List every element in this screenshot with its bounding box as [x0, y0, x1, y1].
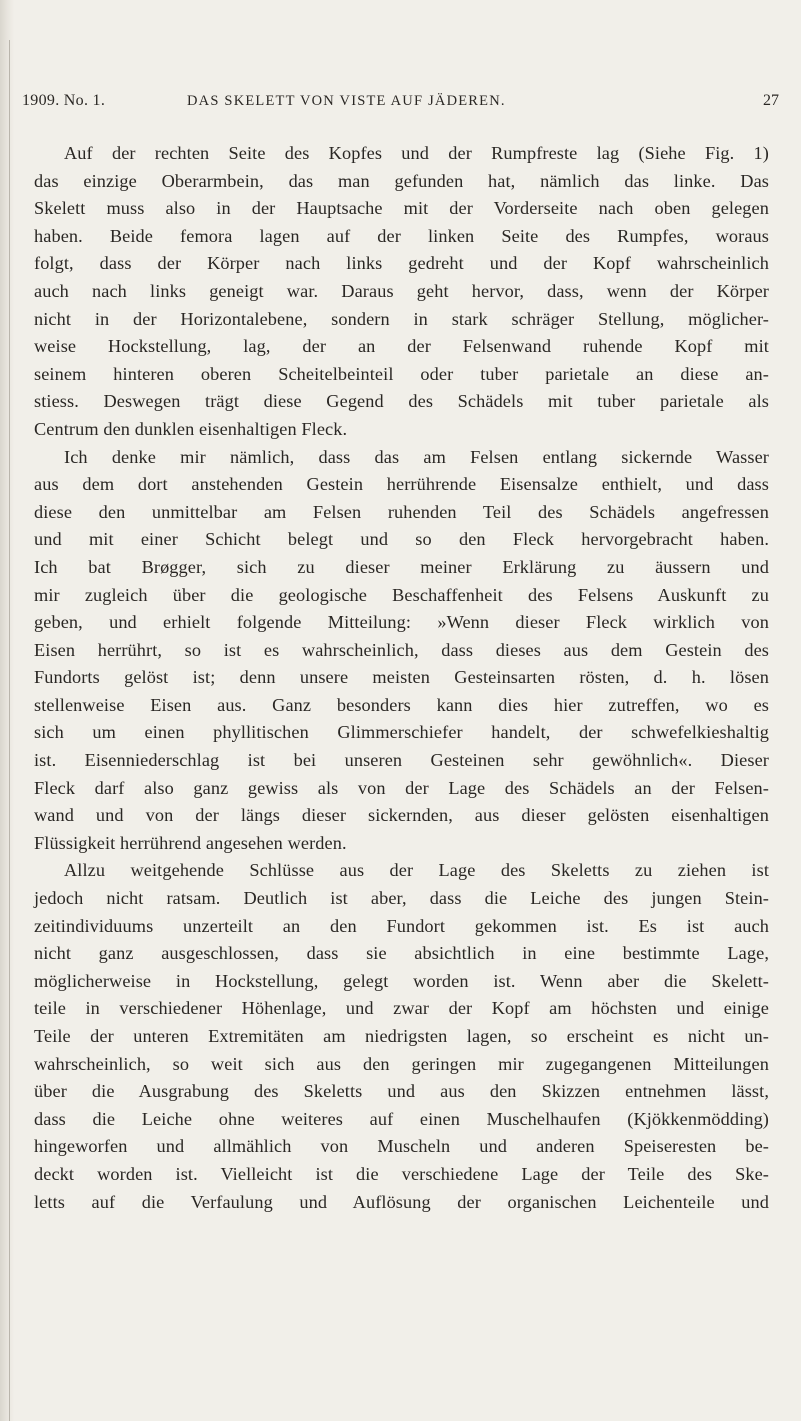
text-line: nicht in der Horizontalebene, sondern in stark schräger Stellung, möglicher-	[34, 308, 769, 329]
text-line: diese den unmittelbar am Felsen ruhenden Teil des Schädels angefressen	[34, 501, 769, 522]
text-line: teile in verschiedener Höhenlage, und zwar der Kopf am höchsten und einige	[34, 998, 769, 1019]
text-line: letts auf die Verfaulung und Auflösung der organischen Leichenteile und	[34, 1191, 769, 1212]
text-line: folgt, dass der Körper nach links gedreht und der Kopf wahrscheinlich	[34, 253, 769, 274]
text-line: wahrscheinlich, so weit sich aus den geringen mir zugegangenen Mitteilungen	[34, 1053, 769, 1074]
text-line: mir zugleich über die geologische Beschaffenheit des Felsens Auskunft zu	[34, 584, 769, 605]
running-header	[22, 86, 779, 116]
text-line: stiess. Deswegen trägt diese Gegend des Schädels mit tuber parietale als	[34, 391, 769, 412]
page-gutter-line	[9, 40, 10, 1421]
page-number: 27	[763, 92, 779, 109]
header-year-number: 1909. No. 1.	[22, 92, 106, 109]
text-line: aus dem dort anstehenden Gestein herrührende Eisensalze enthielt, und dass	[34, 474, 769, 495]
text-line: haben. Beide femora lagen auf der linken Seite des Rumpfes, woraus	[34, 225, 769, 246]
text-line: Auf der rechten Seite des Kopfes und der Rumpfreste lag (Siehe Fig. 1)	[64, 143, 769, 163]
text-line: auch nach links geneigt war. Daraus geht hervor, dass, wenn der Körper	[34, 280, 769, 301]
text-line: geben, und erhielt folgende Mitteilung: »Wenn dieser Fleck wirklich von	[34, 612, 769, 633]
text-line: Fleck darf also ganz gewiss als von der Lage des Schädels an der Felsen-	[34, 777, 769, 798]
text-line: seinem hinteren oberen Scheitelbeinteil oder tuber parietale an diese an-	[34, 363, 769, 384]
body-text	[34, 140, 769, 1216]
text-line: zeitindividuums unzerteilt an den Fundort gekommen ist. Es ist auch	[34, 915, 769, 936]
text-line: Teile der unteren Extremitäten am niedrigsten lagen, so erscheint es nicht un-	[34, 1026, 769, 1046]
text-line: Flüssigkeit herrührend angesehen werden.	[34, 832, 347, 853]
text-line: Allzu weitgehende Schlüsse aus der Lage des Skeletts zu ziehen ist	[64, 860, 769, 881]
text-line: Skelett muss also in der Hauptsache mit der Vorderseite nach oben gelegen	[34, 198, 769, 219]
text-line: nicht ganz ausgeschlossen, dass sie absichtlich in eine bestimmte Lage,	[34, 943, 769, 964]
text-line: jedoch nicht ratsam. Deutlich ist aber, dass die Leiche des jungen Stein-	[34, 888, 769, 909]
text-line: Eisen herrührt, so ist es wahrscheinlich, dass dieses aus dem Gestein des	[34, 639, 769, 660]
text-line: sich um einen phyllitischen Glimmerschiefer handelt, der schwefelkieshaltig	[34, 722, 769, 743]
text-line: weise Hockstellung, lag, der an der Felsenwand ruhende Kopf mit	[34, 336, 769, 357]
text-line: dass die Leiche ohne weiteres auf einen Muschelhaufen (Kjökkenmödding)	[34, 1108, 769, 1129]
text-line: deckt worden ist. Vielleicht ist die verschiedene Lage der Teile des Ske-	[34, 1163, 769, 1184]
text-line: möglicherweise in Hockstellung, gelegt worden ist. Wenn aber die Skelett-	[34, 970, 769, 991]
text-line: ist. Eisenniederschlag ist bei unseren Gesteinen sehr gewöhnlich«. Dieser	[34, 750, 769, 771]
page-gutter-shadow	[0, 0, 14, 1421]
text-line: Ich bat Brøgger, sich zu dieser meiner Erklärung zu äussern und	[34, 556, 769, 577]
text-line: das einzige Oberarmbein, das man gefunden hat, nämlich das linke. Das	[34, 170, 769, 191]
text-line: und mit einer Schicht belegt und so den Fleck hervorgebracht haben.	[34, 529, 769, 550]
text-line: Fundorts gelöst ist; denn unsere meisten Gesteinsarten rösten, d. h. lösen	[34, 667, 769, 688]
text-line: stellenweise Eisen aus. Ganz besonders kann dies hier zutreffen, wo es	[34, 694, 769, 715]
text-line: Centrum den dunklen eisenhaltigen Fleck.	[34, 418, 348, 439]
text-line: hingeworfen und allmählich von Muscheln und anderen Speiseresten be-	[34, 1136, 769, 1157]
text-line: über die Ausgrabung des Skeletts und aus den Skizzen entnehmen lässt,	[34, 1081, 769, 1102]
header-running-title: DAS SKELETT VON VISTE AUF JÄDEREN.	[187, 93, 506, 109]
text-line: Ich denke mir nämlich, dass das am Felsen entlang sickernde Wasser	[64, 446, 769, 467]
text-line: wand und von der längs dieser sickernden, aus dieser gelösten eisenhaltigen	[34, 805, 769, 826]
